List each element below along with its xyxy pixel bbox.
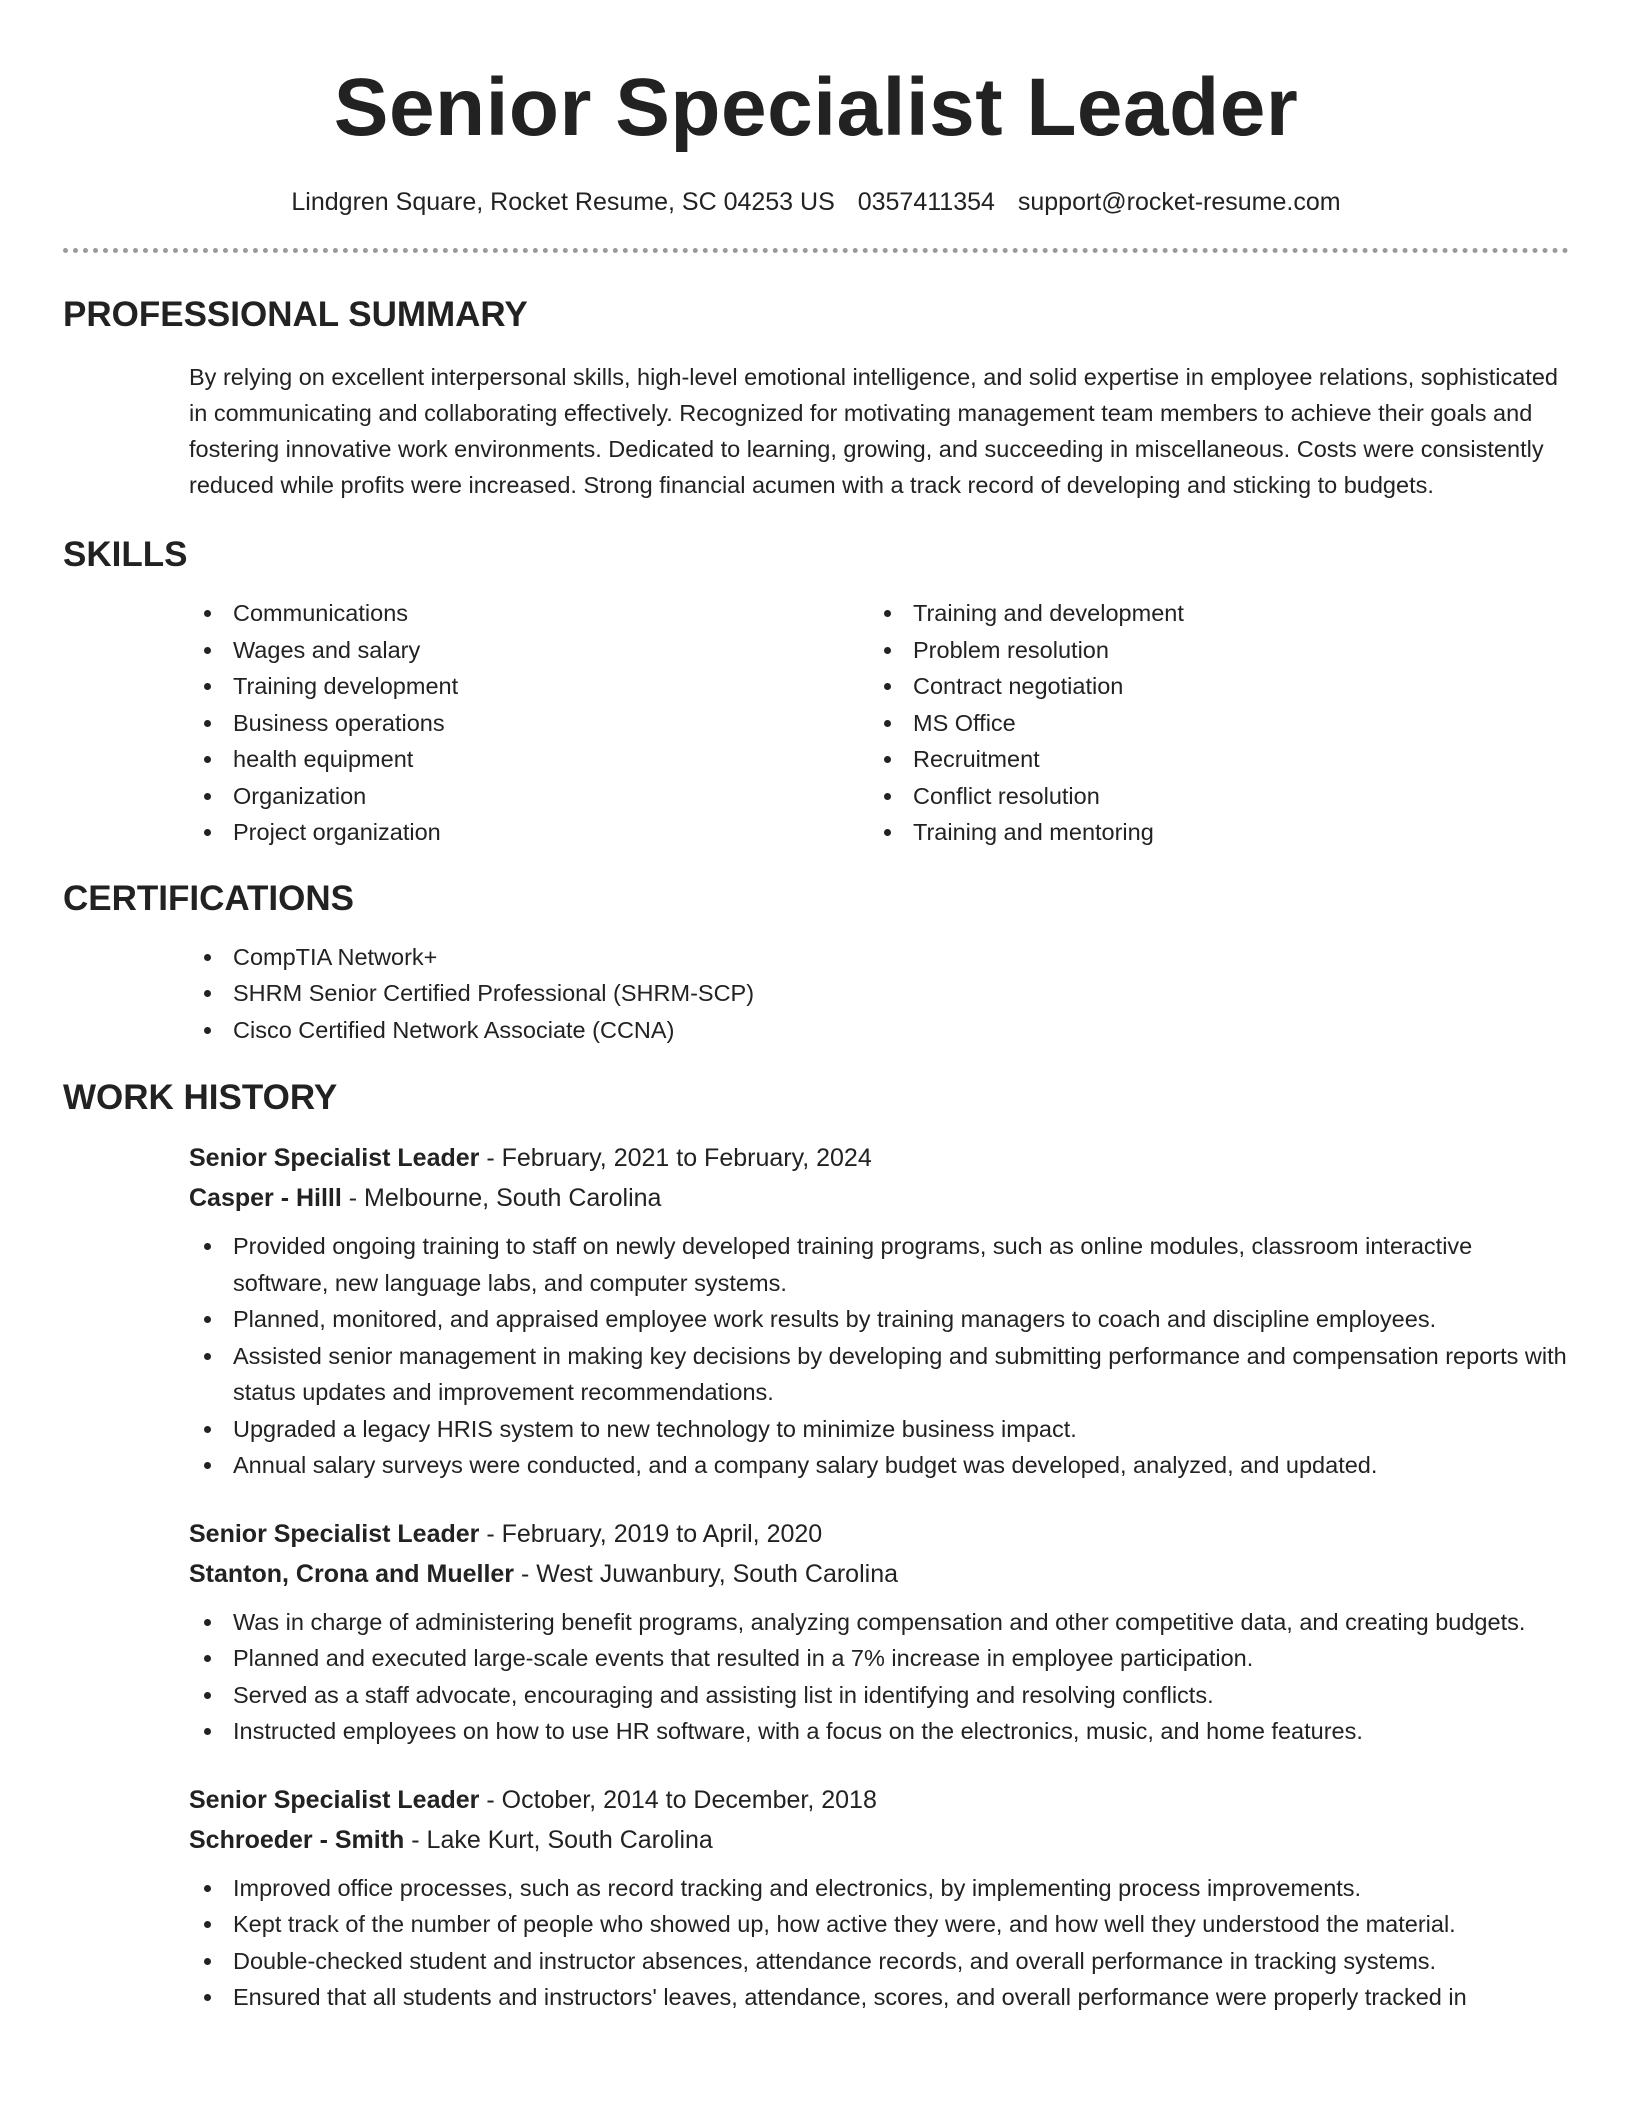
job-location: - Melbourne, South Carolina xyxy=(341,1184,662,1212)
header-divider xyxy=(63,248,1569,253)
job-role: Senior Specialist Leader xyxy=(189,1144,480,1172)
job-entry xyxy=(189,1780,1569,2016)
skill-item: Wages and salary xyxy=(189,632,869,669)
job-bullet: Ensured that all students and instructors' leaves, attendance, scores, and overall performance were properly tracked in xyxy=(189,1979,1569,2016)
skills-heading: SKILLS xyxy=(63,535,188,574)
skills-columns xyxy=(189,595,1569,851)
contact-email[interactable]: support@rocket-resume.com xyxy=(1017,188,1341,216)
skill-item: Communications xyxy=(189,595,869,632)
work-history-section xyxy=(63,1076,1569,2016)
summary-text: By relying on excellent interpersonal skills, high-level emotional intelligence, and solid expertise in employee relations, sophisticated in communicating and collaborating effectively. Recognized for motivating management team members to achieve their goals and fostering innovative work environments. Dedicated to learning, growing, and succeeding in miscellaneous. Costs were consistently reduced while profits were increased. Strong financial acumen with a track record of developing and sticking to budgets. xyxy=(189,364,1558,498)
job-entry xyxy=(189,1514,1569,1750)
job-dates: - February, 2021 to February, 2024 xyxy=(479,1144,872,1172)
job-bullets xyxy=(189,1870,1569,2016)
job-location: - Lake Kurt, South Carolina xyxy=(404,1825,713,1854)
skill-item: Business operations xyxy=(189,705,869,742)
job-bullet: Was in charge of administering benefit programs, analyzing compensation and other competitive data, and creating budgets. xyxy=(189,1604,1569,1641)
certifications-section xyxy=(63,877,1569,1049)
job-bullet: Provided ongoing training to staff on newly developed training programs, such as online modules, classroom interactive software, new language labs, and computer systems. xyxy=(189,1228,1569,1301)
job-company: Casper - Hilll xyxy=(189,1184,342,1212)
skill-item: Training and mentoring xyxy=(869,814,1549,851)
certifications-heading: CERTIFICATIONS xyxy=(63,878,355,918)
skill-item: Organization xyxy=(189,778,869,815)
job-dates: - February, 2019 to April, 2020 xyxy=(479,1519,823,1548)
job-company-line xyxy=(189,1820,1569,1860)
skill-item: health equipment xyxy=(189,741,869,778)
skill-item: MS Office xyxy=(869,705,1549,742)
job-bullet: Served as a staff advocate, encouraging and assisting list in identifying and resolving conflicts. xyxy=(189,1677,1569,1714)
summary-heading: PROFESSIONAL SUMMARY xyxy=(63,295,528,334)
job-bullet: Planned, monitored, and appraised employee work results by training managers to coach and discipline employees. xyxy=(189,1301,1569,1338)
skill-item: Training development xyxy=(189,668,869,705)
skill-item: Problem resolution xyxy=(869,632,1549,669)
job-bullet: Kept track of the number of people who showed up, how active they were, and how well they understood the material. xyxy=(189,1906,1569,1943)
skill-item: Training and development xyxy=(869,595,1549,632)
job-bullets xyxy=(189,1228,1569,1484)
skill-item: Contract negotiation xyxy=(869,668,1549,705)
contact-line xyxy=(63,184,1569,220)
summary-section xyxy=(63,293,1569,503)
job-bullet: Instructed employees on how to use HR software, with a focus on the electronics, music, and home features. xyxy=(189,1713,1569,1750)
job-dates: - October, 2014 to December, 2018 xyxy=(479,1785,877,1814)
job-company-line xyxy=(189,1178,1569,1218)
job-company-line xyxy=(189,1554,1569,1594)
certification-item: Cisco Certified Network Associate (CCNA) xyxy=(189,1012,1569,1049)
certifications-list xyxy=(189,939,1569,1049)
job-entry xyxy=(189,1138,1569,1484)
job-title-line xyxy=(189,1138,1569,1178)
certification-item: SHRM Senior Certified Professional (SHRM-SCP) xyxy=(189,975,1569,1012)
job-bullet: Planned and executed large-scale events that resulted in a 7% increase in employee participation. xyxy=(189,1640,1569,1677)
resume-name: Senior Specialist Leader xyxy=(333,62,1299,153)
job-company: Stanton, Crona and Mueller xyxy=(189,1559,515,1588)
job-role: Senior Specialist Leader xyxy=(189,1785,480,1814)
job-bullet: Assisted senior management in making key decisions by developing and submitting performance and compensation reports with status updates and improvement recommendations. xyxy=(189,1338,1569,1411)
skill-item: Recruitment xyxy=(869,741,1549,778)
job-bullet: Double-checked student and instructor absences, attendance records, and overall performance in tracking systems. xyxy=(189,1943,1569,1980)
job-location: - West Juwanbury, South Carolina xyxy=(514,1559,899,1588)
skills-list-right xyxy=(869,595,1549,851)
contact-phone: 0357411354 xyxy=(857,188,995,216)
skill-item: Conflict resolution xyxy=(869,778,1549,815)
certification-item: CompTIA Network+ xyxy=(189,939,1569,976)
job-bullet: Upgraded a legacy HRIS system to new technology to minimize business impact. xyxy=(189,1411,1569,1448)
job-company: Schroeder - Smith xyxy=(189,1825,405,1854)
skill-item: Project organization xyxy=(189,814,869,851)
skills-section xyxy=(63,533,1569,851)
contact-address: Lindgren Square, Rocket Resume, SC 04253 US xyxy=(291,188,835,216)
job-role: Senior Specialist Leader xyxy=(189,1519,480,1548)
work-history-heading: WORK HISTORY xyxy=(63,1078,338,1117)
job-title-line xyxy=(189,1780,1569,1820)
job-title-line xyxy=(189,1514,1569,1554)
job-bullet: Improved office processes, such as record tracking and electronics, by implementing process improvements. xyxy=(189,1870,1569,1907)
job-bullet: Annual salary surveys were conducted, and a company salary budget was developed, analyzed, and updated. xyxy=(189,1447,1569,1484)
job-bullets xyxy=(189,1604,1569,1750)
skills-list-left xyxy=(189,595,869,851)
